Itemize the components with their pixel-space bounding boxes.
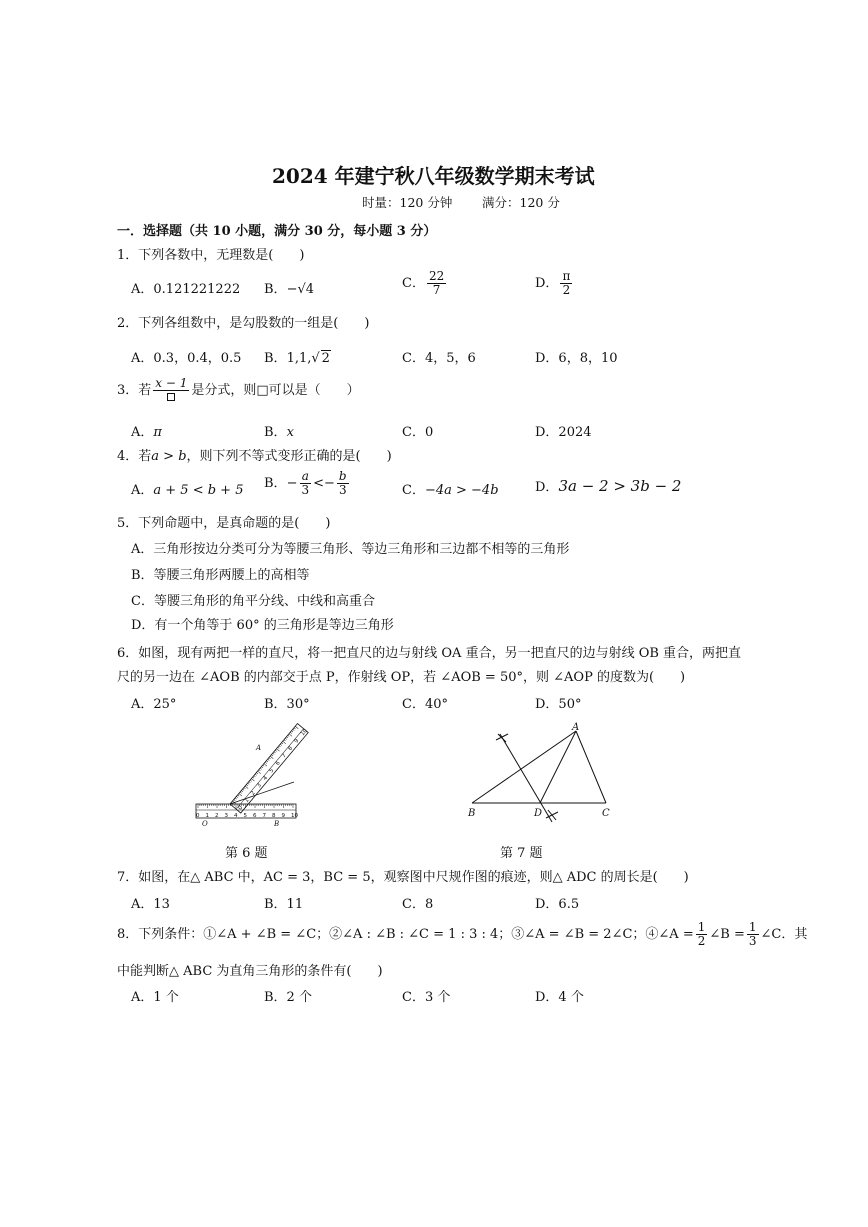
q4-option-c: C．−4a > −4b	[402, 483, 499, 498]
ruler-digit: 0	[196, 813, 200, 819]
q6-option-a: A．25°	[131, 697, 177, 712]
q8-line2: 中能判断△ ABC 为直角三角形的条件有( )	[117, 964, 383, 979]
q2-option-b: B．1,1,√ 2	[264, 351, 330, 366]
ruler-digit: 5	[243, 813, 247, 819]
label-a-fig6: A	[256, 744, 262, 752]
label-a-fig7: A	[572, 722, 580, 733]
q6-line2: 尺的另一边在 ∠AOB 的内部交于点 P，作射线 OP，若 ∠AOB = 50°，则 ∠AOP 的度数为( )	[117, 670, 686, 685]
q5-option-a: A．三角形按边分类可分为等腰三角形、等边三角形和三边都不相等的三角形	[131, 542, 570, 557]
label-b-fig6: B	[274, 820, 280, 828]
ruler-digit: 1	[243, 797, 251, 805]
figure-7-caption: 第 7 题	[500, 846, 543, 861]
q3-option-a: A．π	[131, 425, 162, 440]
q4-option-d: D．3a − 2 > 3b − 2	[535, 477, 682, 495]
q8-option-b: B．2 个	[264, 990, 312, 1005]
label-d-fig7: D	[534, 808, 543, 819]
q6-line1: 6．如图，现有两把一样的直尺，将一把直尺的边与射线 OA 重合，另一把直尺的边与射线 OB 重合，两把直	[117, 646, 742, 661]
q6-option-c: C．40°	[402, 697, 448, 712]
q8-option-c: C．3 个	[402, 990, 451, 1005]
ruler-digit: 7	[281, 752, 288, 760]
section-header: 一．选择题（共 10 小题，满分 30 分，每小题 3 分）	[117, 224, 437, 239]
ruler-digit: 2	[249, 790, 257, 797]
page-title: 2024 年建宁秋八年级数学期末考试	[272, 164, 595, 188]
figure-7-triangle	[462, 722, 624, 830]
q7-option-b: B．11	[264, 897, 304, 912]
side-ab	[472, 731, 576, 803]
q7-option-a: A．13	[131, 897, 170, 912]
label-o-fig6: O	[202, 820, 208, 828]
ruler-digit: 8	[287, 745, 295, 753]
q7-option-d: D．6.5	[535, 897, 580, 912]
q8-line1: 8．下列条件：①∠A + ∠B = ∠C；②∠A : ∠B : ∠C = 1 : 3 : 4；③∠A = ∠B = 2∠C；④∠A = $\frac{1}{2}$ ∠B = $\frac{1}{3}$ ∠C．其	[117, 920, 808, 948]
q2-stem: 2．下列各组数中，是勾股数的一组是( )	[117, 316, 370, 331]
label-c-fig7: C	[602, 808, 610, 819]
q3-option-c: C．0	[402, 425, 434, 440]
ruler-digit: 9	[293, 738, 301, 745]
q5-stem: 5．下列命题中，是真命题的是( )	[117, 516, 331, 531]
time-limit: 时量：120 分钟	[362, 195, 453, 210]
q7-option-c: C．8	[402, 897, 434, 912]
ruler-digit: 0	[237, 804, 245, 812]
ruler-digit: 10	[299, 727, 309, 738]
ruler-digit: 4	[234, 813, 238, 819]
figure-6-caption: 第 6 题	[225, 846, 268, 861]
ruler-digit: 4	[262, 775, 270, 782]
q8-option-d: D．4 个	[535, 990, 584, 1005]
ruler-digit: 6	[253, 813, 257, 819]
q1-stem: 1．下列各数中，无理数是( )	[117, 248, 305, 263]
label-b-fig7: B	[468, 808, 476, 819]
q2-option-c: C．4，5，6	[402, 351, 476, 366]
segment-ad	[540, 731, 576, 803]
q5-option-b: B．等腰三角形两腰上的高相等	[131, 568, 310, 583]
q1-option-c: C． $\frac{22}{7}$	[402, 269, 445, 297]
q4-option-b: B．− $\frac{a}{3}$ <− $\frac{b}{3}$	[264, 469, 347, 497]
q5-option-c: C．等腰三角形的角平分线、中线和高重合	[131, 594, 375, 609]
q3-option-b: B．x	[264, 425, 294, 440]
q4-option-a: A．a + 5 < b + 5	[131, 483, 244, 498]
ruler-digit: 5	[268, 767, 276, 775]
full-score: 满分：120 分	[482, 195, 560, 210]
ruler-digit: 1	[205, 813, 209, 819]
side-ac	[576, 731, 606, 803]
ruler-digit: 6	[274, 760, 282, 767]
q3-option-d: D．2024	[535, 425, 592, 440]
q6-option-b: B．30°	[264, 697, 310, 712]
q5-option-d: D．有一个角等于 60° 的三角形是等边三角形	[131, 618, 394, 633]
q1-option-d: D． $\frac{\pi}{2}$	[535, 269, 571, 297]
ruler-digit: 2	[215, 813, 219, 819]
q7-stem: 7．如图，在△ ABC 中，AC = 3，BC = 5，观察图中尺规作图的痕迹，则△ ADC 的周长是( )	[117, 870, 689, 885]
slanted-ruler	[230, 722, 309, 813]
arc-mark-top	[496, 734, 508, 742]
q2-option-d: D．6，8，10	[535, 351, 618, 366]
q2-option-a: A．0.3，0.4，0.5	[131, 351, 242, 366]
ruler-digit: 8	[272, 813, 276, 819]
q8-option-a: A．1 个	[131, 990, 179, 1005]
ruler-digit: 9	[281, 813, 285, 819]
ruler-digit: 10	[291, 813, 298, 819]
figure-6-rulers	[190, 718, 310, 830]
q4-stem: 4．若a > b，则下列不等式变形正确的是( )	[117, 449, 392, 464]
q1-option-a: A．0.121221222	[131, 282, 241, 297]
ruler-digit: 3	[256, 782, 263, 790]
ruler-digit: 7	[262, 813, 266, 819]
q3-stem: 3．若 x − 1 是分式，则□可以是（ ）	[117, 377, 360, 404]
ruler-digit: 3	[224, 813, 228, 819]
q6-option-d: D．50°	[535, 697, 582, 712]
q1-option-b: B．−√4	[264, 282, 315, 297]
